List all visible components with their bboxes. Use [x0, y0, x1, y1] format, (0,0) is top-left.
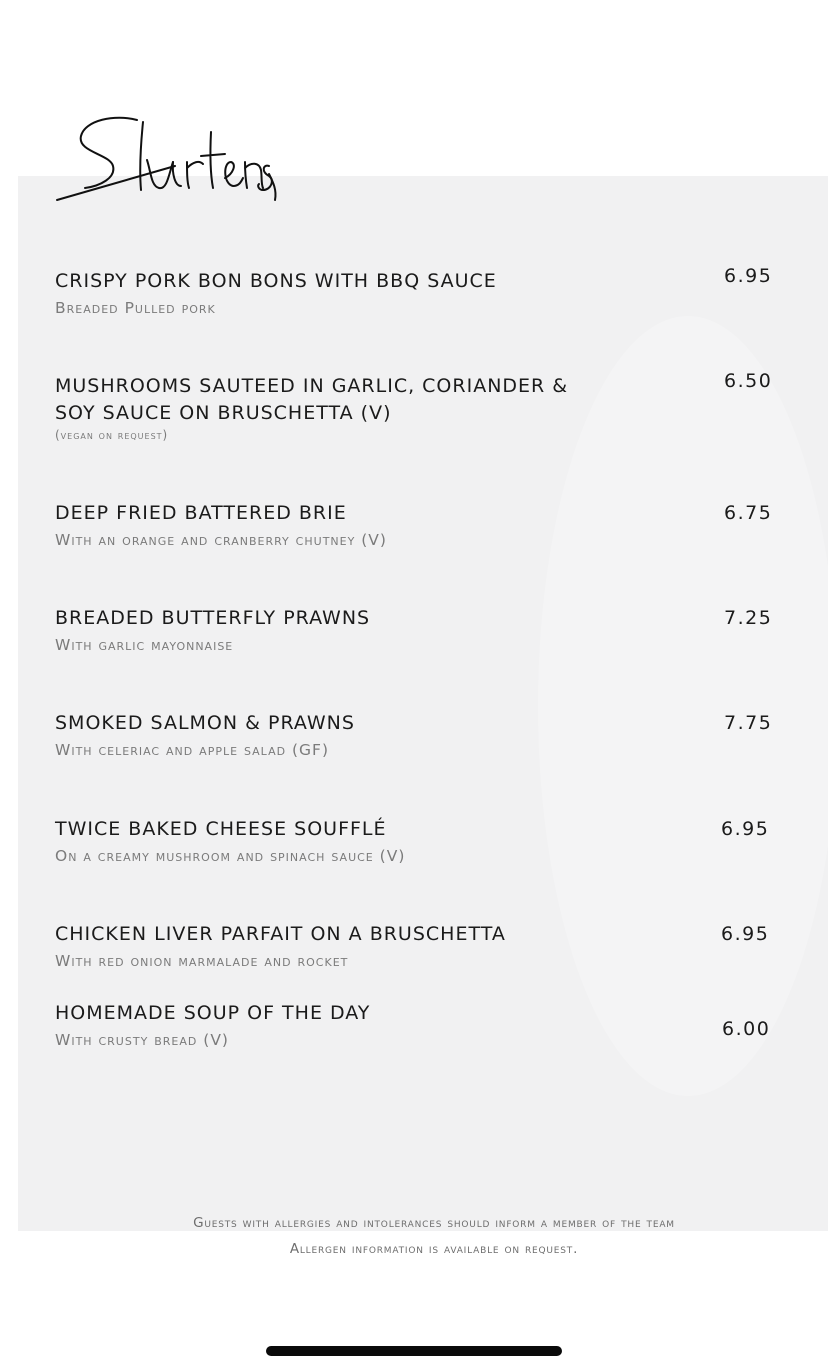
- item-price: 6.00: [722, 1018, 771, 1040]
- item-description: Breaded Pulled pork: [55, 299, 216, 317]
- item-name: CRISPY PORK BON BONS WITH BBQ SAUCE: [55, 270, 497, 292]
- item-price: 7.75: [724, 712, 773, 734]
- item-price: 6.95: [721, 923, 770, 945]
- menu-panel: [18, 176, 828, 1231]
- item-name-line2: SOY SAUCE ON BRUSCHETTA (V): [55, 402, 392, 424]
- item-description: With celeriac and apple salad (GF): [55, 741, 330, 759]
- item-price: 6.95: [724, 265, 773, 287]
- allergy-notice: Guests with allergies and intolerances should inform a member of the team: [193, 1215, 675, 1231]
- menu-item: [55, 605, 695, 659]
- item-description: With an orange and cranberry chutney (V): [55, 531, 387, 549]
- item-description: With garlic mayonnaise: [55, 636, 234, 654]
- item-description: With crusty bread (V): [55, 1031, 229, 1049]
- menu-item: [55, 816, 695, 870]
- menu-item: [55, 710, 695, 764]
- item-price: 6.95: [721, 818, 770, 840]
- home-indicator[interactable]: [266, 1346, 562, 1356]
- menu-item: [55, 1000, 695, 1054]
- menu-item: [55, 268, 695, 322]
- item-name: HOMEMADE SOUP OF THE DAY: [55, 1002, 371, 1024]
- item-note: (vegan on request): [55, 428, 169, 442]
- item-name: TWICE BAKED CHEESE SOUFFLÉ: [55, 818, 387, 840]
- item-description: On a creamy mushroom and spinach sauce (V): [55, 847, 406, 865]
- allergen-info: Allergen information is available on request.: [289, 1241, 579, 1257]
- item-name: CHICKEN LIVER PARFAIT ON A BRUSCHETTA: [55, 923, 506, 945]
- item-description: With red onion marmalade and rocket: [55, 952, 349, 970]
- starters-script-title: [55, 112, 285, 204]
- menu-item: [55, 921, 695, 975]
- menu-item: [55, 373, 695, 442]
- menu-item: [55, 500, 695, 554]
- item-price: 6.75: [724, 502, 773, 524]
- item-price: 6.50: [724, 370, 773, 392]
- item-name: MUSHROOMS SAUTEED IN GARLIC, CORIANDER &: [55, 375, 569, 397]
- item-name: DEEP FRIED BATTERED BRIE: [55, 502, 347, 524]
- item-price: 7.25: [724, 607, 773, 629]
- item-name: BREADED BUTTERFLY PRAWNS: [55, 607, 371, 629]
- item-name: SMOKED SALMON & PRAWNS: [55, 712, 355, 734]
